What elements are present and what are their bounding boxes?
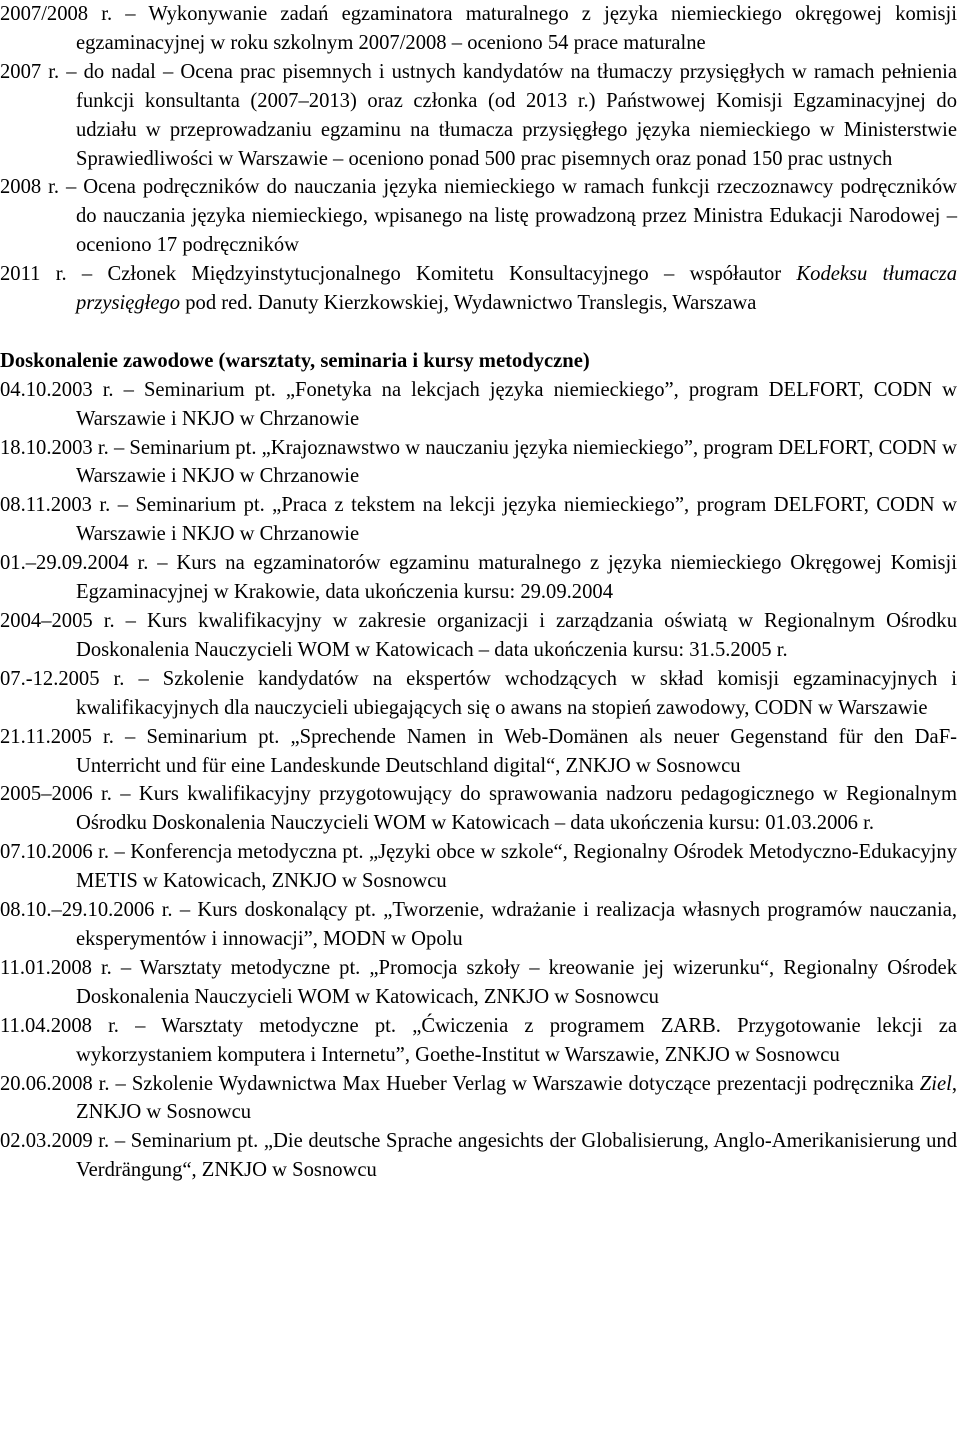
training-entry: 18.10.2003 r. – Seminarium pt. „Krajoznawstwo w nauczaniu języka niemieckiego”, program DELFORT, CODN w Warszawie i NKJO w Chrzanowie — [0, 436, 957, 488]
training-entry: 02.03.2009 r. – Seminarium pt. „Die deutsche Sprache angesichts der Globalisierung, Anglo-Amerikanisierung und Verdrängung“, ZNKJO w Sosnowcu — [0, 1130, 957, 1182]
training-entry: 01.–29.09.2004 r. – Kurs na egzaminatorów egzaminu maturalnego z języka niemieckiego Okręgowej Komisji Egzaminacyjnej w Krakowie, data ukończenia kursu: 29.09.2004 — [0, 552, 957, 604]
training-entry: 07.-12.2005 r. – Szkolenie kandydatów na ekspertów wchodzących w skład komisji egzaminacyjnych i kwalifikacyjnych dla nauczycieli ubiegających się o awans na stopień zawodowy, CODN w Warszawie — [0, 667, 957, 719]
entry-text: 20.06.2008 r. – Szkolenie Wydawnictwa Max Hueber Verlag w Warszawie dotyczące prezentacji podręcznika — [0, 1072, 920, 1095]
training-entry: 2005–2006 r. – Kurs kwalifikacyjny przygotowujący do sprawowania nadzoru pedagogicznego w Regionalnym Ośrodku Doskonalenia Nauczycieli WOM w Katowicach – data ukończenia kursu: 01.03.2006 r. — [0, 783, 957, 835]
entry-text: pod red. Danuty Kierzkowskiej, Wydawnictwo Translegis, Warszawa — [180, 292, 757, 315]
spacer — [0, 318, 957, 347]
intro-entry-committee-member — [0, 260, 957, 318]
training-entry: 08.11.2003 r. – Seminarium pt. „Praca z tekstem na lekcji języka niemieckiego”, program DELFORT, CODN w Warszawie i NKJO w Chrzanowie — [0, 494, 957, 546]
textbook-title: Ziel — [919, 1072, 952, 1095]
training-entry: 07.10.2006 r. – Konferencja metodyczna pt. „Języki obce w szkole“, Regionalny Ośrodek Metodyczno-Edukacyjny METIS w Katowicach, ZNKJO w Sosnowcu — [0, 841, 957, 893]
training-entry: 04.10.2003 r. – Seminarium pt. „Fonetyka na lekcjach języka niemieckiego”, program DELFORT, CODN w Warszawie i NKJO w Chrzanowie — [0, 378, 957, 430]
training-entry: 11.04.2008 r. – Warsztaty metodyczne pt. „Ćwiczenia z programem ZARB. Przygotowanie lekcji za wykorzystaniem komputera i Internetu”, Goethe-Institut w Warszawie, ZNKJO w Sosnowcu — [0, 1014, 957, 1066]
book-title: Kodeksu tłumacza przysięgłego — [76, 263, 957, 315]
section-heading: Doskonalenie zawodowe (warsztaty, seminaria i kursy metodyczne) — [0, 349, 590, 372]
entry-text: 2011 r. – Członek Międzyinstytucjonalnego Komitetu Konsultacyjnego – współautor — [0, 263, 797, 286]
training-entry: 21.11.2005 r. – Seminarium pt. „Sprechende Namen in Web-Domänen als neuer Gegenstand für den DaF-Unterricht und für eine Landeskunde Deutschland digital“, ZNKJO w Sosnowcu — [0, 725, 957, 777]
intro-entry-textbook-review: 2008 r. – Ocena podręczników do nauczania języka niemieckiego w ramach funkcji rzeczoznawcy podręczników do nauczania języka niemieckiego, wpisanego na listę prowadzoną przez Ministra Edukacji Narodowej – oceniono 17 podręczników — [0, 176, 957, 257]
training-entry: 2004–2005 r. – Kurs kwalifikacyjny w zakresie organizacji i zarządzania oświatą w Regionalnym Ośrodku Doskonalenia Nauczycieli WOM w Katowicach – data ukończenia kursu: 31.5.2005 r. — [0, 610, 957, 661]
training-entry: 08.10.–29.10.2006 r. – Kurs doskonalący pt. „Tworzenie, wdrażanie i realizacja własnych programów nauczania, eksperymentów i innowacji”, MODN w Opolu — [0, 899, 957, 950]
training-entry: 11.01.2008 r. – Warsztaty metodyczne pt. „Promocja szkoły – kreowanie jej wizerunku“, Regionalny Ośrodek Doskonalenia Nauczycieli WOM w Katowicach, ZNKJO w Sosnowcu — [0, 956, 957, 1008]
intro-entry-sworn-translator-exam: 2007 r. – do nadal – Ocena prac pisemnych i ustnych kandydatów na tłumaczy przysięgłych w ramach pełnienia funkcji konsultanta (2007–2013) oraz członka (od 2013 r.) Państwowej Komisji Egzaminacyjnej do udziału w przeprowadzaniu egzaminu na tłumacza przysięgłego języka niemieckiego w Ministerstwie Sprawiedliwości w Warszawie – oceniono ponad 500 prac pisemnych oraz ponad 150 prac ustnych — [0, 60, 957, 170]
training-entry — [0, 1070, 957, 1128]
entry-text: , ZNKJO w Sosnowcu — [76, 1072, 957, 1124]
intro-entry-exam-marker: 2007/2008 r. – Wykonywanie zadań egzaminatora maturalnego z języka niemieckiego okręgowej komisji egzaminacyjnej w roku szkolnym 2007/2008 – oceniono 54 prace maturalne — [0, 3, 957, 54]
